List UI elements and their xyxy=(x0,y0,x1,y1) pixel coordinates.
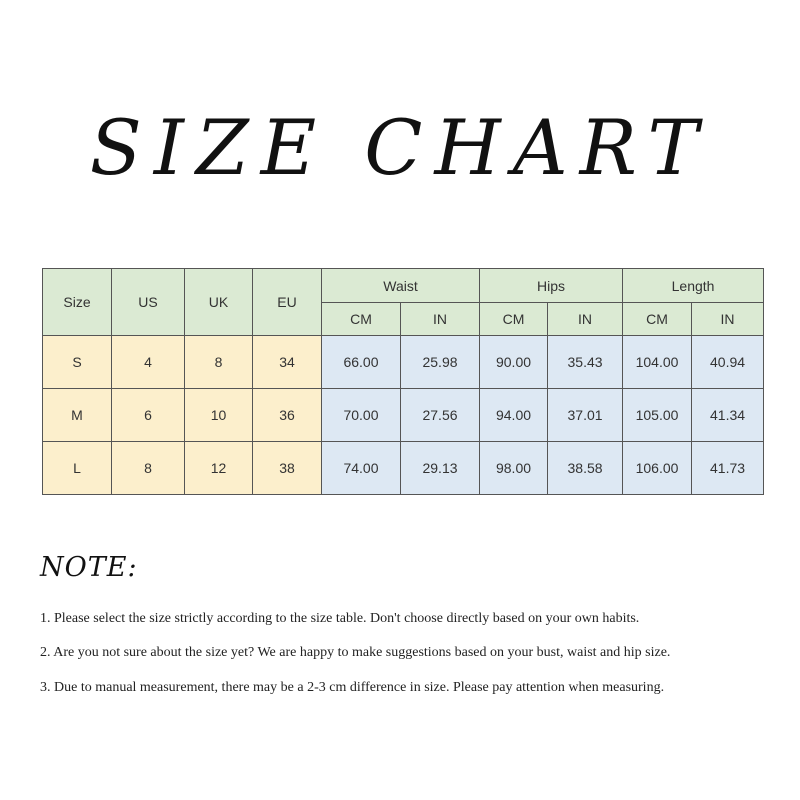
cell-waist-in: 25.98 xyxy=(401,336,480,389)
cell-waist-cm: 74.00 xyxy=(322,442,401,495)
note-item: 3. Due to manual measurement, there may be a 2-3 cm difference in size. Please pay attention when measuring. xyxy=(40,680,665,695)
header-waist: Waist xyxy=(322,269,480,303)
header-hips: Hips xyxy=(480,269,623,303)
header-eu: EU xyxy=(253,269,322,336)
cell-hips-in: 37.01 xyxy=(548,389,623,442)
table-row xyxy=(43,336,764,389)
cell-hips-cm: 98.00 xyxy=(480,442,548,495)
table-row xyxy=(43,389,764,442)
cell-length-cm: 104.00 xyxy=(623,336,692,389)
page-title: SIZE CHART xyxy=(89,103,711,192)
subheader-waist-cm: CM xyxy=(322,303,401,336)
cell-eu: 34 xyxy=(253,336,322,389)
cell-size: M xyxy=(43,389,112,442)
cell-waist-cm: 66.00 xyxy=(322,336,401,389)
cell-hips-in: 38.58 xyxy=(548,442,623,495)
cell-length-in: 41.73 xyxy=(692,442,764,495)
cell-us: 4 xyxy=(112,336,185,389)
cell-size: L xyxy=(43,442,112,495)
header-us: US xyxy=(112,269,185,336)
cell-us: 6 xyxy=(112,389,185,442)
cell-waist-in: 27.56 xyxy=(401,389,480,442)
subheader-waist-in: IN xyxy=(401,303,480,336)
subheader-length-in: IN xyxy=(692,303,764,336)
table-header-row xyxy=(43,269,764,303)
note-item: 1. Please select the size strictly according to the size table. Don't choose directly based on your own habits. xyxy=(40,611,640,626)
cell-hips-in: 35.43 xyxy=(548,336,623,389)
header-size: Size xyxy=(43,269,112,336)
cell-uk: 8 xyxy=(185,336,253,389)
cell-waist-cm: 70.00 xyxy=(322,389,401,442)
header-uk: UK xyxy=(185,269,253,336)
subheader-hips-in: IN xyxy=(548,303,623,336)
cell-length-cm: 105.00 xyxy=(623,389,692,442)
cell-length-in: 40.94 xyxy=(692,336,764,389)
note-title: NOTE: xyxy=(40,552,138,583)
subheader-hips-cm: CM xyxy=(480,303,548,336)
note-item: 2. Are you not sure about the size yet? We are happy to make suggestions based on your bust, waist and hip size. xyxy=(40,645,671,660)
cell-length-cm: 106.00 xyxy=(623,442,692,495)
cell-hips-cm: 90.00 xyxy=(480,336,548,389)
cell-hips-cm: 94.00 xyxy=(480,389,548,442)
cell-uk: 12 xyxy=(185,442,253,495)
cell-length-in: 41.34 xyxy=(692,389,764,442)
cell-size: S xyxy=(43,336,112,389)
cell-uk: 10 xyxy=(185,389,253,442)
cell-eu: 38 xyxy=(253,442,322,495)
cell-waist-in: 29.13 xyxy=(401,442,480,495)
subheader-length-cm: CM xyxy=(623,303,692,336)
cell-eu: 36 xyxy=(253,389,322,442)
table-row xyxy=(43,442,764,495)
cell-us: 8 xyxy=(112,442,185,495)
header-length: Length xyxy=(623,269,764,303)
size-table xyxy=(42,268,764,495)
